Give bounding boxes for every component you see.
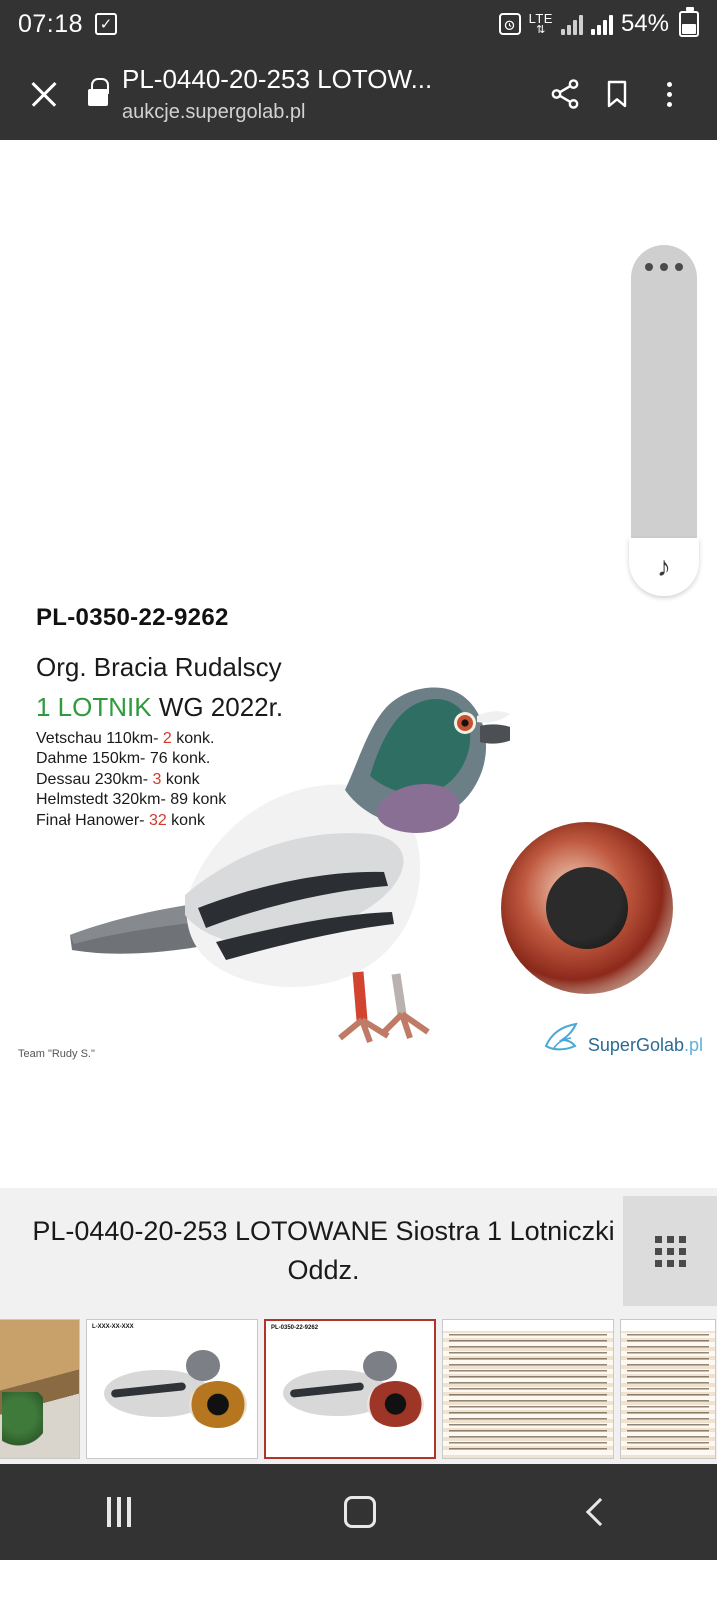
android-navigation-bar bbox=[0, 1464, 717, 1560]
race-name: Dessau 230km- bbox=[36, 770, 153, 788]
dove-icon bbox=[542, 1020, 582, 1056]
race-result-row bbox=[36, 790, 226, 810]
race-suffix: konk. bbox=[167, 750, 211, 768]
thumbnail-pedigree-1[interactable] bbox=[442, 1319, 614, 1459]
race-result-row bbox=[36, 811, 226, 831]
grid-view-button[interactable] bbox=[623, 1196, 717, 1306]
race-result-row bbox=[36, 729, 226, 749]
race-suffix: konk bbox=[188, 791, 227, 809]
pigeon-eye-shape bbox=[367, 1381, 424, 1427]
back-icon[interactable] bbox=[586, 1498, 614, 1526]
signal-bars-sim2 bbox=[591, 13, 613, 35]
pigeon-head-shape bbox=[363, 1351, 397, 1381]
pedigree-document-preview bbox=[621, 1320, 715, 1458]
alarm-icon bbox=[499, 13, 521, 35]
pigeon-eye-shape bbox=[189, 1381, 247, 1428]
race-result-row bbox=[36, 749, 226, 769]
status-clock: 07:18 bbox=[18, 9, 84, 38]
listing-caption-bar bbox=[0, 1188, 717, 1314]
more-options-icon[interactable] bbox=[643, 82, 695, 107]
network-traffic-arrows: ⇅ bbox=[536, 24, 546, 36]
race-name: Finał Hanower- bbox=[36, 811, 149, 829]
status-bar bbox=[0, 0, 717, 48]
network-type-label: LTE bbox=[528, 11, 553, 26]
race-name: Dahme 150km- bbox=[36, 750, 150, 768]
race-suffix: konk bbox=[166, 811, 205, 829]
pigeon-head-shape bbox=[186, 1350, 220, 1380]
race-suffix: konk bbox=[161, 770, 200, 788]
team-signature: Team "Rudy S." bbox=[18, 1048, 95, 1060]
race-place: 2 bbox=[162, 730, 172, 747]
race-result-row bbox=[36, 770, 226, 790]
signal-bars-sim1 bbox=[561, 13, 583, 35]
room-photo-preview bbox=[0, 1320, 79, 1458]
race-name: Helmstedt 320km- bbox=[36, 791, 171, 809]
web-page-content bbox=[0, 140, 717, 1188]
page-title: PL-0440-20-253 LOTOW... bbox=[122, 63, 433, 94]
thumbnail-pigeon-red-eye[interactable] bbox=[264, 1319, 436, 1459]
pigeon-eye-closeup bbox=[501, 822, 673, 994]
lock-icon bbox=[88, 89, 108, 106]
thumbnail-room-photo[interactable] bbox=[0, 1319, 80, 1459]
home-icon[interactable] bbox=[344, 1496, 376, 1528]
network-type-indicator bbox=[529, 12, 553, 36]
share-icon[interactable] bbox=[539, 77, 591, 111]
race-place: 76 bbox=[149, 750, 168, 768]
organization-label: Org. Bracia Rudalscy bbox=[36, 652, 282, 682]
thumbnail-pedigree-2[interactable] bbox=[620, 1319, 716, 1459]
pedigree-document-preview bbox=[443, 1320, 613, 1458]
drag-dots-icon bbox=[645, 263, 683, 271]
race-results-list bbox=[36, 729, 226, 831]
browser-toolbar bbox=[0, 48, 717, 140]
lotnik-suffix: WG 2022r. bbox=[151, 692, 284, 722]
close-icon[interactable] bbox=[22, 72, 66, 116]
battery-percent-label: 54% bbox=[620, 10, 669, 37]
page-host: aukcje.supergolab.pl bbox=[122, 101, 306, 124]
thumbnail-strip[interactable] bbox=[0, 1314, 717, 1464]
brand-watermark bbox=[542, 1020, 703, 1056]
address-bar[interactable] bbox=[122, 64, 539, 124]
race-place: 89 bbox=[170, 791, 189, 809]
floating-toolbar-handle[interactable] bbox=[631, 245, 697, 575]
checkbox-icon: ✓ bbox=[95, 13, 117, 35]
race-place: 3 bbox=[152, 770, 162, 788]
thumbnail-ring-label: L-XXX-XX-XXX bbox=[92, 1324, 134, 1330]
lotnik-label bbox=[36, 692, 283, 723]
bookmark-icon[interactable] bbox=[591, 77, 643, 111]
listing-title: PL-0440-20-253 LOTOWANE Siostra 1 Lotniczki Oddz. bbox=[32, 1215, 615, 1285]
music-note-icon: ♪ bbox=[657, 551, 671, 582]
thumbnail-ring-label: PL-0350-22-9262 bbox=[271, 1325, 319, 1331]
auction-poster-image[interactable] bbox=[0, 440, 717, 1090]
status-left-group bbox=[18, 10, 117, 39]
ring-number-label: PL-0350-22-9262 bbox=[36, 604, 229, 631]
race-place: 32 bbox=[148, 811, 167, 829]
lotnik-prefix: 1 LOTNIK bbox=[36, 692, 152, 722]
race-suffix: konk. bbox=[171, 730, 215, 747]
status-right-group bbox=[499, 10, 699, 38]
thumbnail-pigeon-amber-eye[interactable] bbox=[86, 1319, 258, 1459]
battery-icon bbox=[679, 11, 699, 37]
race-name: Vetschau 110km- bbox=[36, 730, 163, 747]
brand-name: SuperGolab.pl bbox=[587, 1035, 703, 1055]
recent-apps-icon[interactable] bbox=[107, 1497, 131, 1527]
grid-view-icon bbox=[655, 1236, 686, 1267]
